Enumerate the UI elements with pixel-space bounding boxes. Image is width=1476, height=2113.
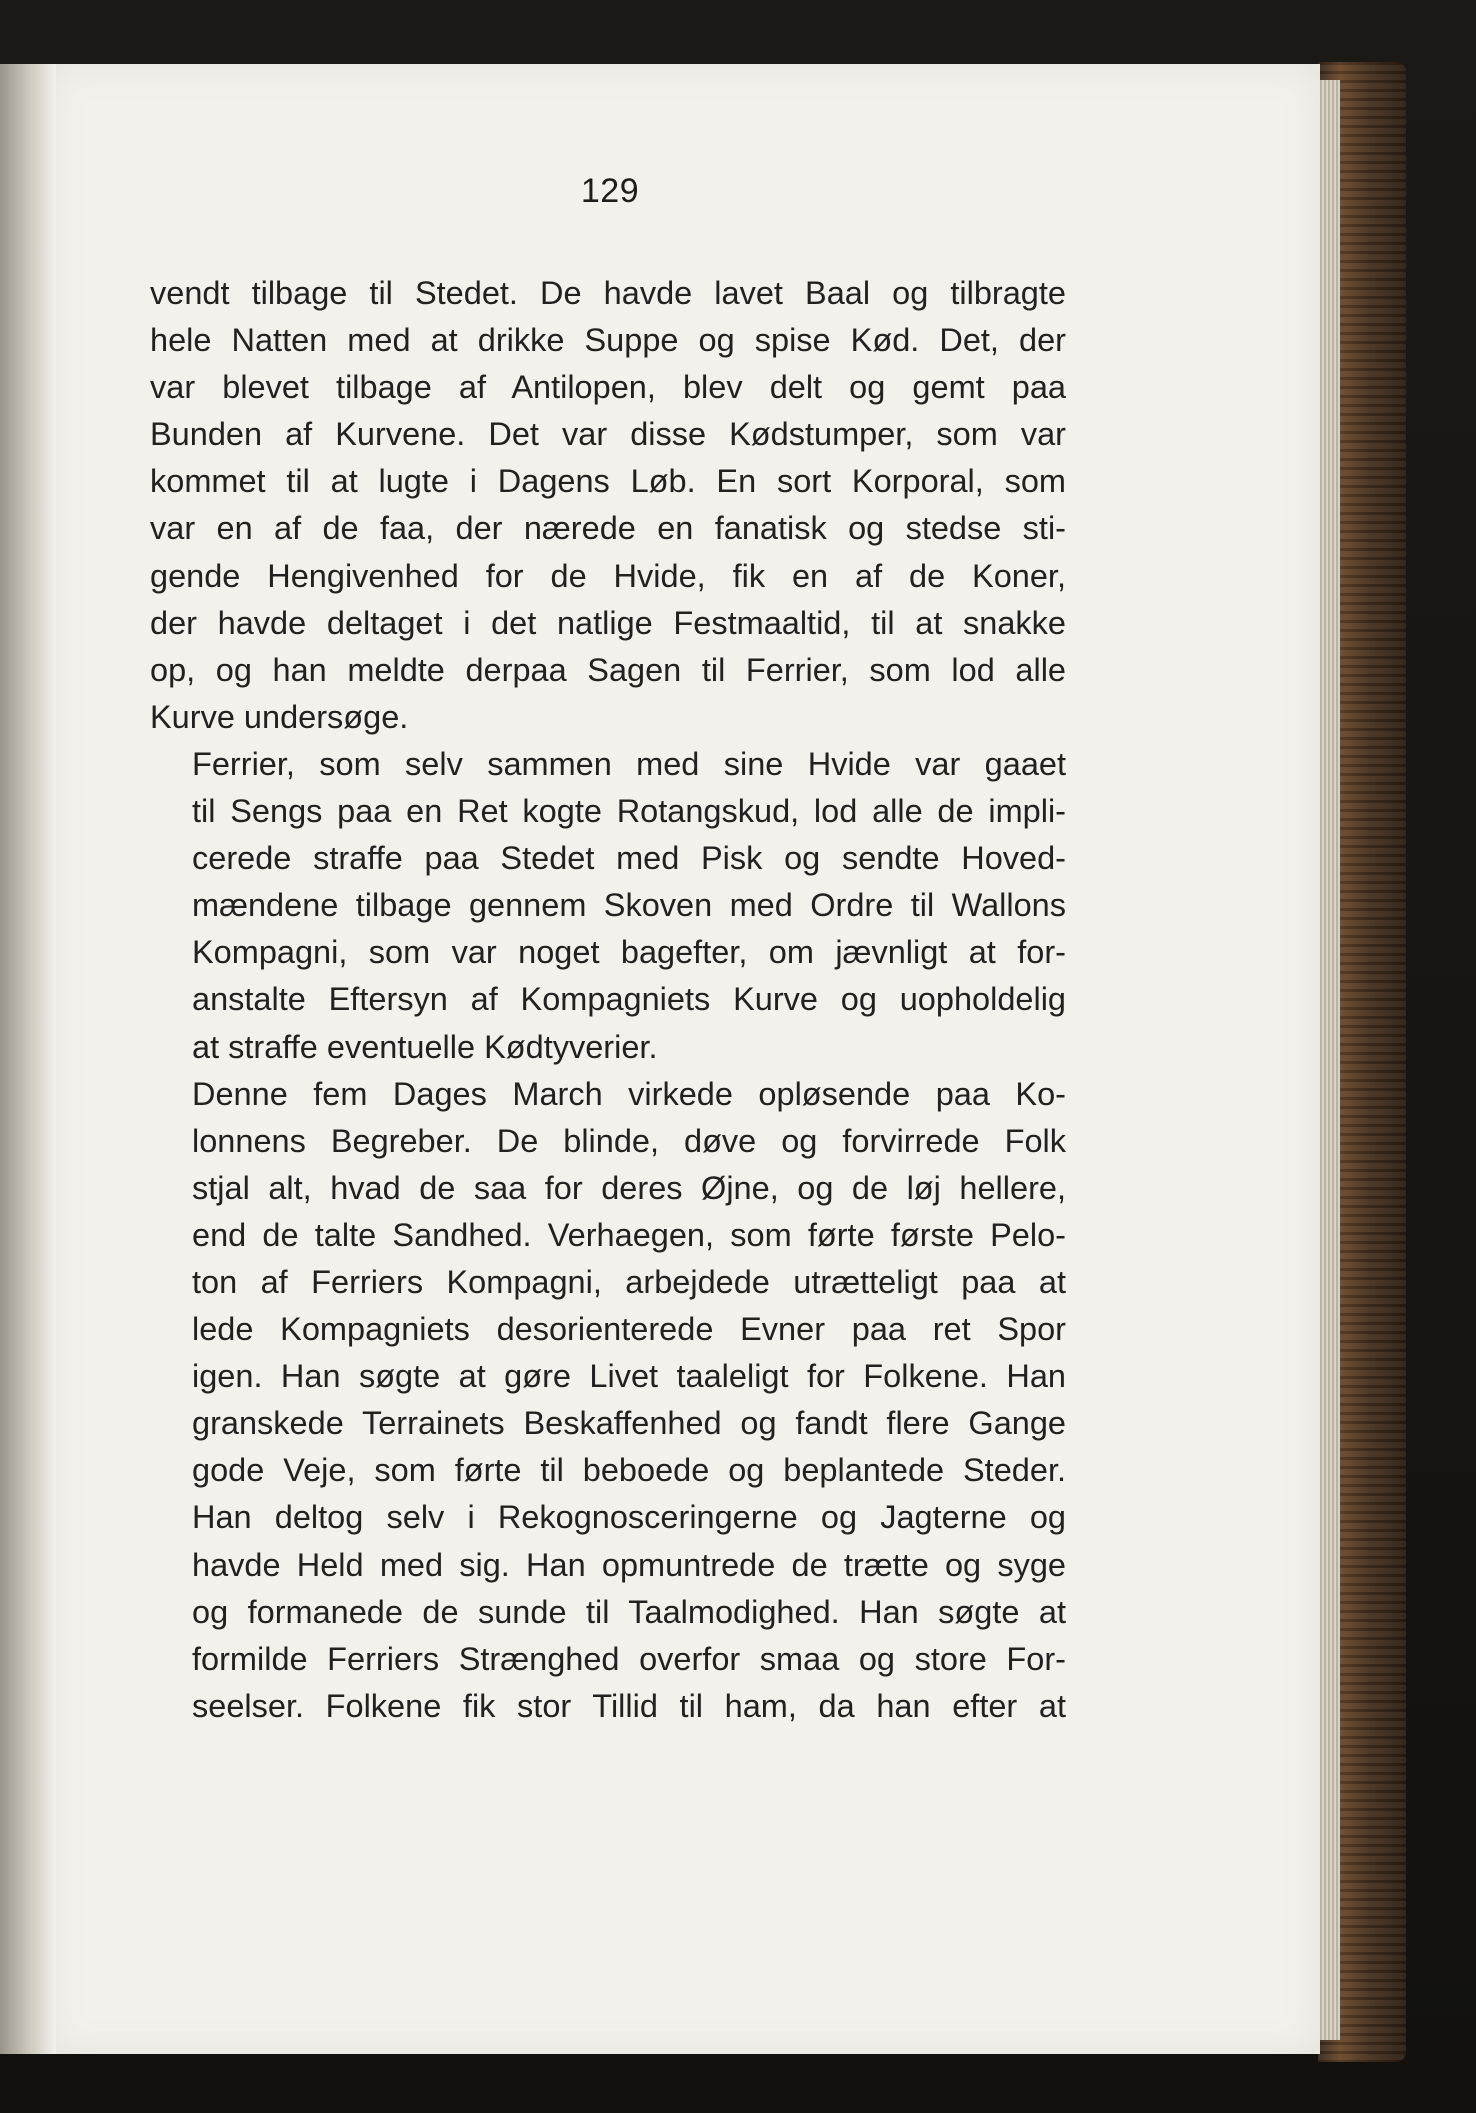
text-line: igen. Han søgte at gøre Livet taaleligt for Folkene. Han (192, 1358, 1066, 1395)
text-line: ton af Ferriers Kompagni, arbejdede utrætteligt paa at (192, 1263, 1066, 1300)
paragraph-2 (150, 741, 1066, 1071)
text-line: anstalte Eftersyn af Kompagniets Kurve og uopholdelig (192, 981, 1066, 1018)
text-line: lonnens Begreber. De blinde, døve og forvirrede Folk (192, 1122, 1066, 1159)
paragraph-3 (150, 1071, 1066, 1730)
text-line: lede Kompagniets desorienterede Evner paa ret Spor (192, 1311, 1066, 1348)
text-line: var en af de faa, der nærede en fanatisk og stedse sti- (150, 510, 1066, 547)
text-line: Denne fem Dages March virkede opløsende paa Ko- (192, 1075, 1066, 1112)
text-line: hele Natten med at drikke Suppe og spise Kød. Det, der (150, 322, 1066, 359)
text-line: end de talte Sandhed. Verhaegen, som førte første Pelo- (192, 1216, 1066, 1253)
text-line: granskede Terrainets Beskaffenhed og fandt flere Gange (192, 1405, 1066, 1442)
text-line: havde Held med sig. Han opmuntrede de trætte og syge (192, 1546, 1066, 1583)
text-line: stjal alt, hvad de saa for deres Øjne, og de løj hellere, (192, 1169, 1066, 1206)
body-text (150, 270, 1066, 1730)
text-line: at straffe eventuelle Kødtyverier. (192, 1028, 658, 1065)
text-line: Bunden af Kurvene. Det var disse Kødstumper, som var (150, 416, 1066, 453)
text-line: Kompagni, som var noget bagefter, om jævnligt at for- (192, 934, 1066, 971)
text-line: cerede straffe paa Stedet med Pisk og sendte Hoved- (192, 840, 1066, 877)
text-line: og formanede de sunde til Taalmodighed. Han søgte at (192, 1593, 1066, 1630)
text-line: Ferrier, som selv sammen med sine Hvide var gaaet (192, 745, 1066, 782)
page-number: 129 (580, 172, 640, 210)
text-line: var blevet tilbage af Antilopen, blev delt og gemt paa (150, 369, 1066, 406)
text-line: gode Veje, som førte til beboede og beplantede Steder. (192, 1452, 1066, 1489)
text-line: Kurve undersøge. (150, 698, 409, 735)
paragraph-1 (150, 270, 1066, 741)
text-line: op, og han meldte derpaa Sagen til Ferrier, som lod alle (150, 651, 1066, 688)
page-edges (1318, 80, 1340, 2040)
text-line: vendt tilbage til Stedet. De havde lavet Baal og tilbragte (150, 275, 1066, 311)
text-line: Han deltog selv i Rekognosceringerne og Jagterne og (192, 1499, 1066, 1536)
text-line: gende Hengivenhed for de Hvide, fik en af de Koner, (150, 557, 1066, 594)
gutter-shadow (0, 64, 56, 2054)
text-line: mændene tilbage gennem Skoven med Ordre til Wallons (192, 887, 1066, 924)
text-line: formilde Ferriers Strænghed overfor smaa og store For- (192, 1640, 1066, 1677)
text-line: til Sengs paa en Ret kogte Rotangskud, lod alle de impli- (192, 793, 1066, 830)
text-line: seelser. Folkene fik stor Tillid til ham, da han efter at (192, 1687, 1066, 1724)
text-line: der havde deltaget i det natlige Festmaaltid, til at snakke (150, 604, 1066, 641)
text-line: kommet til at lugte i Dagens Løb. En sort Korporal, som (150, 463, 1066, 500)
